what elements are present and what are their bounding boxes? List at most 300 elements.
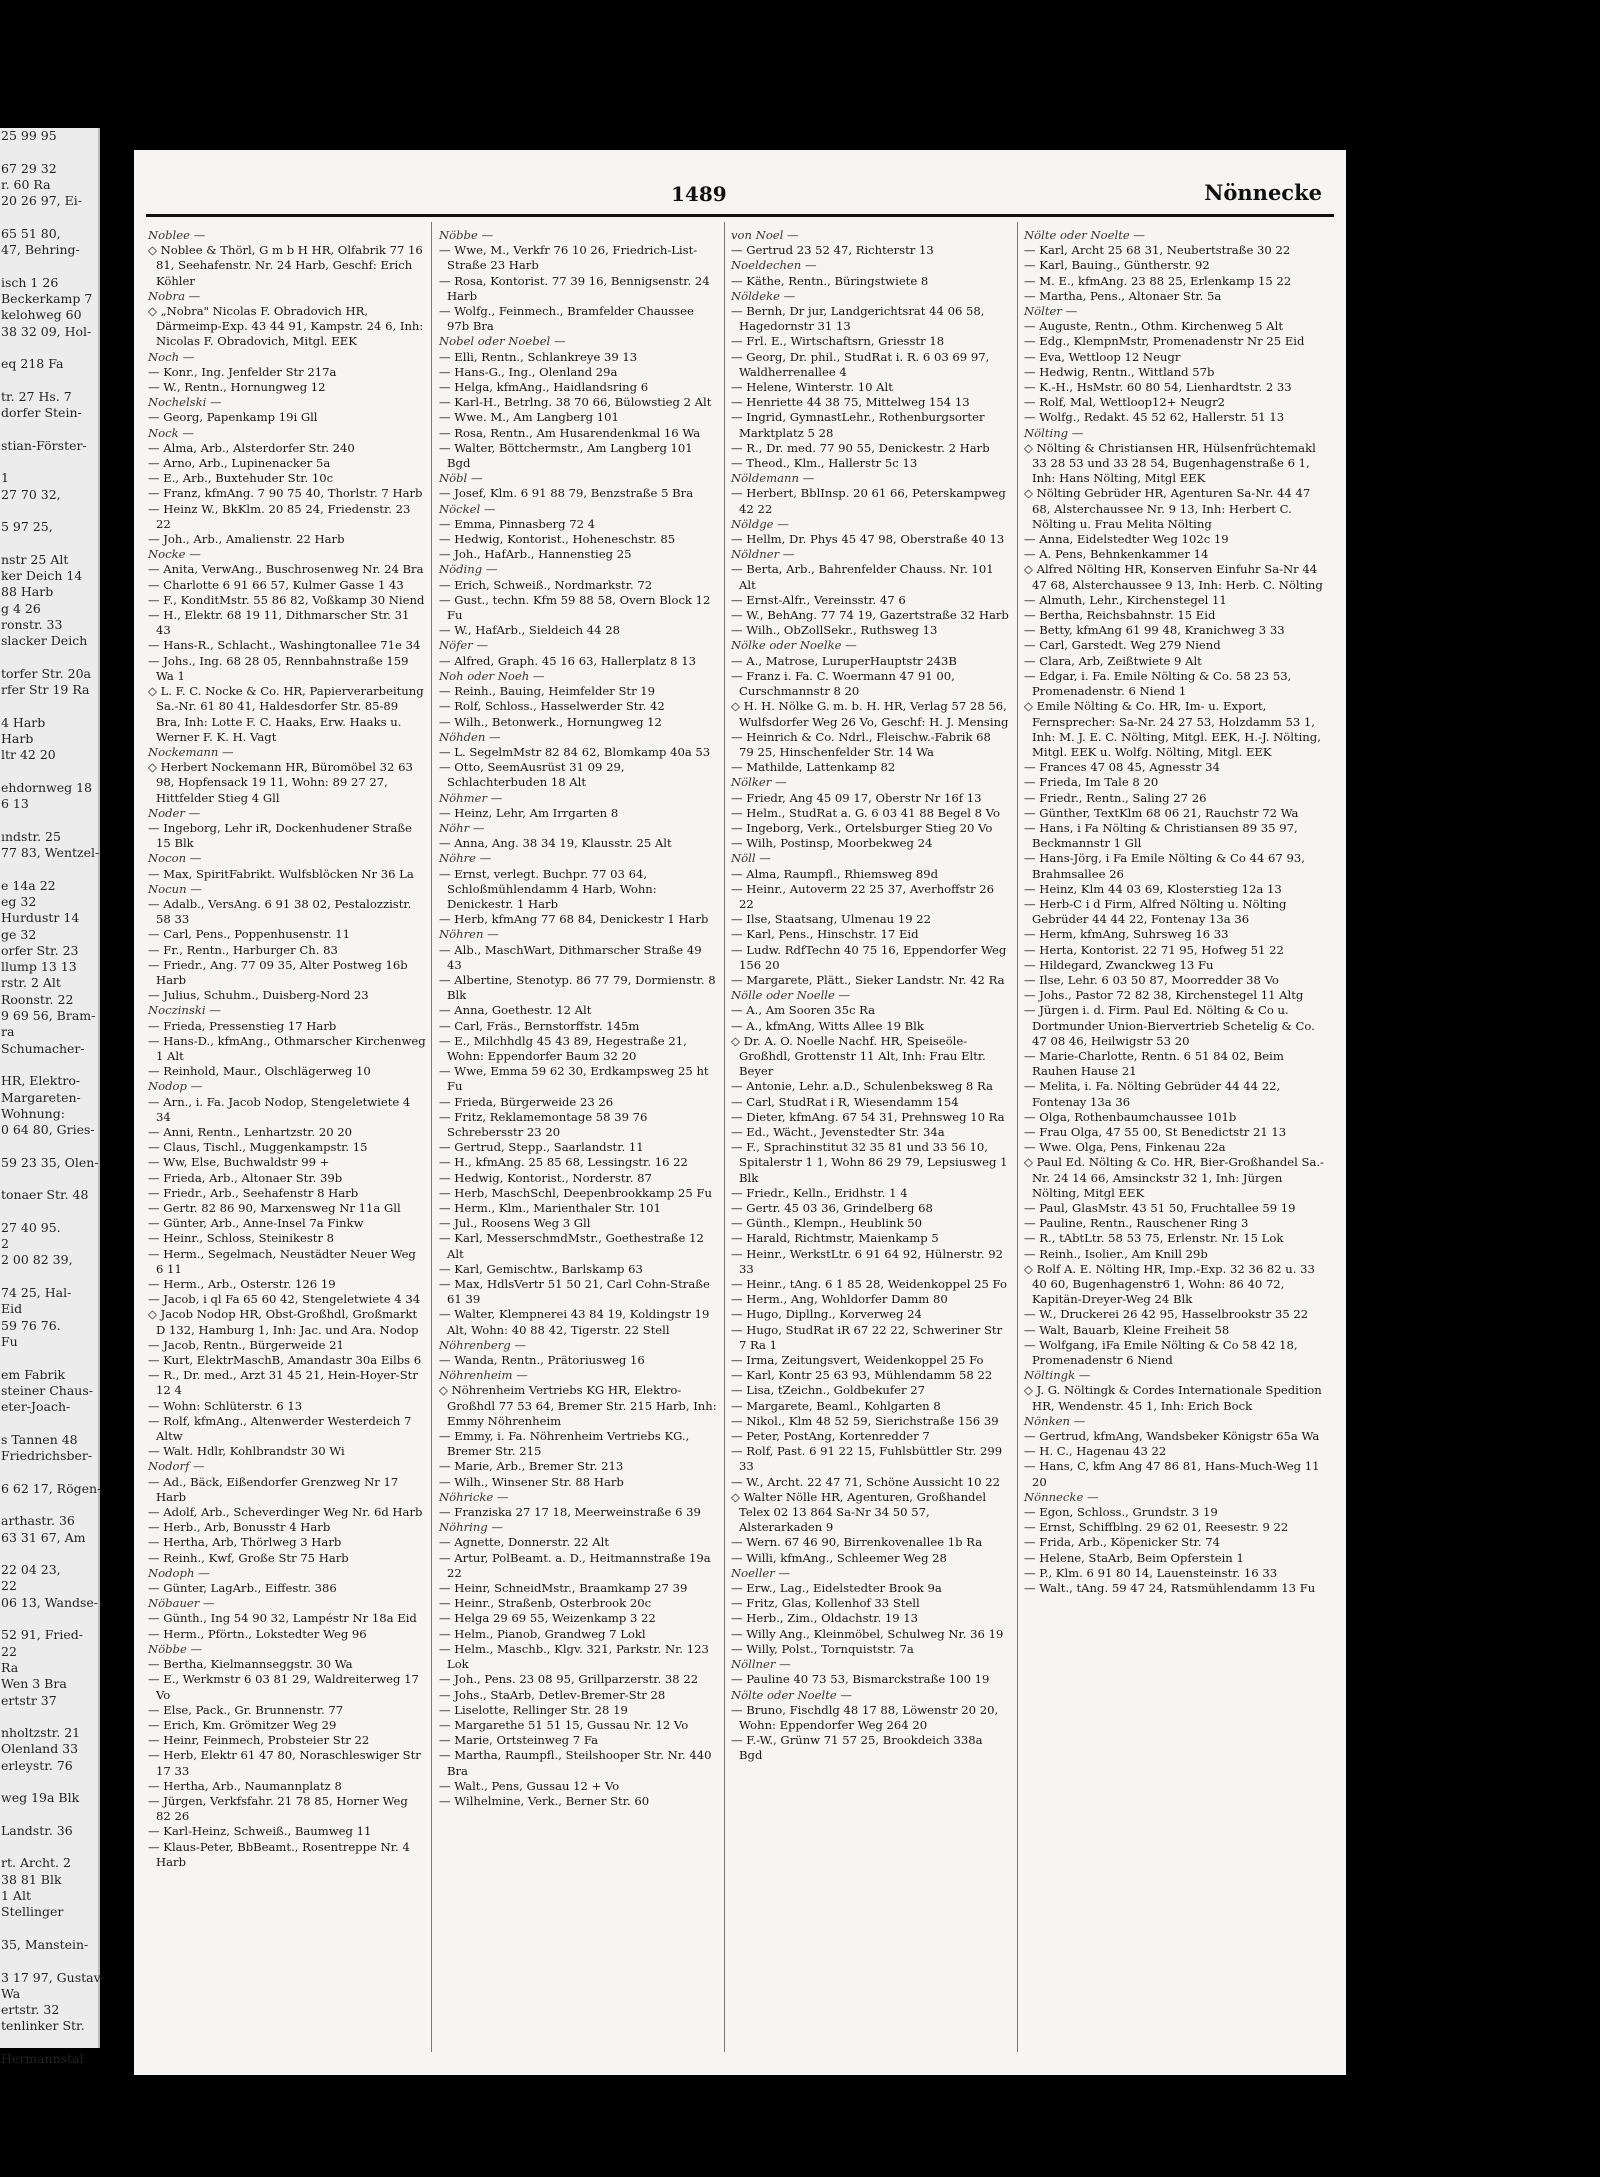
directory-entry: — Agnette, Donnerstr. 22 Alt: [439, 1535, 609, 1550]
facing-page-line: Hermannstal: [1, 2051, 84, 2067]
surname-heading: Nobel oder Noebel —: [439, 334, 566, 349]
directory-entry: ◇ L. F. C. Nocke & Co. HR, Papierverarbeitung Sa.-Nr. 61 80 41, Haldesdorfer Str. 85-89 Bra, Inh: Lotte F. C. Haaks, Erw. Haaks u. Werner F. K. H. Vagt: [148, 684, 424, 744]
surname-heading: Nöhmer —: [439, 790, 503, 805]
directory-entry: — Herb, Elektr 61 47 80, Noraschleswiger Str 17 33: [148, 1748, 421, 1778]
surname-heading: Nockemann —: [148, 744, 234, 759]
directory-entry: — Günter, LagArb., Eiffestr. 386: [148, 1581, 337, 1596]
directory-entry: ◇ „Nobra" Nicolas F. Obradovich HR, Därmeimp-Exp. 43 44 91, Kampstr. 24 6, Inh: Nicolas F. Obradovich, Mitgl. EEK: [148, 304, 424, 349]
directory-entry: ◇ Nölting & Christiansen HR, Hülsenfrüchtemakl 33 28 53 und 33 28 54, Bugenhagenstraße 6 1, Inh: Hans Nölting, Mitgl EEK: [1024, 440, 1316, 486]
facing-page-line: Wa: [1, 1985, 21, 2001]
facing-page-line: [0, 1171, 98, 1187]
directory-entry: — Carl, StudRat i R, Wiesendamm 154: [731, 1094, 959, 1109]
directory-entry: — Helm., Maschb., Klgv. 321, Parkstr. Nr. 123 Lok: [439, 1641, 709, 1672]
directory-entry: — Gust., techn. Kfm 59 88 58, Overn Block 12 Fu: [439, 592, 711, 623]
directory-entry: — Almuth, Lehr., Kirchenstegel 11: [1024, 592, 1227, 607]
directory-entry: — F.-W., Grünw 71 57 25, Brookdeich 338a Bgd: [731, 1733, 983, 1763]
directory-entry: — Max, SpiritFabrikt. Wulfsblöcken Nr 36 La: [148, 866, 414, 881]
surname-heading: Nocke —: [148, 547, 201, 562]
directory-entry: — Max, HdlsVertr 51 50 21, Carl Cohn-Straße 61 39: [439, 1277, 710, 1307]
surname-heading: Nöhrenheim —: [439, 1368, 528, 1383]
directory-entry: — Willi, kfmAng., Schleemer Weg 28: [731, 1550, 947, 1565]
directory-entry: — Käthe, Rentn., Büringstwiete 8: [731, 273, 929, 288]
directory-entry: — Helm., StudRat a. G. 6 03 41 88 Begel 8 Vo: [731, 805, 1001, 820]
directory-entry: — Wolfg., Feinmech., Bramfelder Chaussee 97b Bra: [439, 304, 694, 334]
facing-page-line: 6 13: [1, 796, 29, 812]
directory-entry: — R., Dr. med., Arzt 31 45 21, Hein-Hoyer-Str 12 4: [148, 1368, 418, 1398]
directory-entry: — Franziska 27 17 18, Meerweinstraße 6 39: [439, 1505, 701, 1520]
directory-entry: — Joh., Arb., Amalienstr. 22 Harb: [148, 532, 345, 547]
directory-entry: — Irma, Zeitungsvert, Weidenkoppel 25 Fo: [731, 1353, 984, 1368]
page-number: 1489: [671, 182, 727, 206]
directory-entry: — Elli, Rentn., Schlankreye 39 13: [439, 349, 638, 364]
directory-entry: — Hans-G., Ing., Olenland 29a: [439, 364, 618, 379]
directory-entry: — Wilh., Winsener Str. 88 Harb: [439, 1474, 624, 1489]
surname-heading: Nodoph —: [148, 1565, 210, 1580]
directory-entry: — Alb., MaschWart, Dithmarscher Straße 49 43: [439, 942, 702, 972]
directory-entry: — Anita, VerwAng., Buschrosenweg Nr. 24 Bra: [148, 562, 424, 577]
directory-entry: — A., Am Sooren 35c Ra: [731, 1003, 876, 1018]
directory-entry: — Heinr., Schloss, Steinikestr 8: [148, 1231, 335, 1246]
directory-entry: — Marie, Ortsteinweg 7 Fa: [439, 1733, 599, 1748]
directory-entry: — Ludw. RdfTechn 40 75 16, Eppendorfer Weg 156 20: [731, 942, 1007, 972]
directory-entry: — Helm., Pianob, Grandweg 7 Lokl: [439, 1626, 646, 1641]
directory-entry: — Berta, Arb., Bahrenfelder Chauss. Nr. 101 Alt: [731, 562, 994, 592]
facing-page-line: [0, 1415, 98, 1431]
directory-entry: — Ed., Wächt., Jevenstedter Str. 34a: [731, 1124, 945, 1139]
directory-entry: — Willy, Polst., Tornquiststr. 7a: [731, 1641, 914, 1656]
directory-entry: ◇ Jacob Nodop HR, Obst-Großhdl, Großmarkt D 132, Hamburg 1, Inh: Jac. und Ara. Nodop: [148, 1307, 419, 1337]
directory-entry: — Anna, Goethestr. 12 Alt: [439, 1003, 592, 1018]
directory-entry: — Friedr., Kelln., Eridhstr. 1 4: [731, 1185, 908, 1200]
directory-entry: — Günter, Arb., Anne-Insel 7a Finkw: [148, 1216, 364, 1231]
facing-page-line: [0, 535, 98, 551]
directory-entry: — Erw., Lag., Eidelstedter Brook 9a: [731, 1581, 942, 1596]
facing-page-line: [0, 764, 98, 780]
directory-entry: — Herb., Zim., Oldachstr. 19 13: [731, 1611, 919, 1626]
directory-entry: — R., Dr. med. 77 90 55, Denickestr. 2 Harb: [731, 440, 990, 455]
facing-page-line: 9 69 56, Bram-: [1, 1008, 96, 1024]
surname-heading: Nölte oder Noelte —: [731, 1687, 853, 1702]
facing-page-line: Beckerkamp 7: [1, 290, 93, 306]
facing-page-line: [0, 650, 98, 666]
facing-page-fragment: [0, 128, 105, 2067]
facing-page-line: ra: [1, 1024, 15, 1040]
facing-page-line: isch 1 26: [1, 274, 59, 290]
facing-page-line: ker Deich 14: [1, 568, 83, 584]
directory-entry: — Gertrud 23 52 47, Richterstr 13: [731, 243, 934, 258]
directory-entry: — Hedwig, Kontorist., Hoheneschstr. 85: [439, 532, 676, 547]
facing-page-line: nstr 25 Alt: [1, 551, 69, 567]
directory-entry: — Heinz W., BkKlm. 20 85 24, Friedenstr. 23 22: [148, 501, 411, 531]
facing-page-line: [0, 503, 98, 519]
directory-entry: ◇ Nölting Gebrüder HR, Agenturen Sa-Nr. 44 47 68, Alsterchaussee Nr. 9 13, Inh: Herbert C. Nölting u. Frau Melita Nölting: [1024, 486, 1311, 531]
directory-entry: — Liselotte, Rellinger Str. 28 19: [439, 1702, 628, 1717]
facing-page-line: [0, 1204, 98, 1220]
surname-heading: Nölle oder Noelle —: [731, 988, 851, 1003]
surname-heading: Nölke oder Noelke —: [731, 638, 857, 653]
surname-heading: Nöhre —: [439, 851, 492, 866]
directory-entry: — Herm., Ang, Wohldorfer Damm 80: [731, 1292, 948, 1307]
directory-entry: — Olga, Rothenbaumchaussee 101b: [1024, 1109, 1237, 1124]
directory-entry: ◇ Nöhrenheim Vertriebs KG HR, Elektro-Großhdl 77 53 64, Bremer Str. 215 Harb, Inh: Emmy Nöhrenheim: [439, 1383, 717, 1428]
facing-page-line: tr. 27 Hs. 7: [1, 388, 72, 404]
facing-page-line: 74 25, Hal-: [1, 1285, 72, 1301]
directory-entry: — Herb., Arb, Bonusstr 4 Harb: [148, 1520, 331, 1535]
directory-entry: — Heinz, Klm 44 03 69, Klosterstieg 12a 13: [1024, 881, 1282, 896]
directory-entry: — Karl, Archt 25 68 31, Neubertstraße 30 22: [1024, 243, 1291, 258]
facing-page-line: 2 00 82 39,: [1, 1252, 73, 1268]
facing-page-line: arthastr. 36: [1, 1513, 75, 1529]
directory-entry: — Willy Ang., Kleinmöbel, Schulweg Nr. 36 19: [731, 1626, 1004, 1641]
facing-page-line: 59 76 76.: [1, 1317, 61, 1333]
directory-entry: — Bertha, Reichsbahnstr. 15 Eid: [1024, 608, 1216, 623]
directory-entry: — Herm, kfmAng, Suhrsweg 16 33: [1024, 927, 1229, 942]
directory-entry: — Frau Olga, 47 55 00, St Benedictstr 21 13: [1024, 1124, 1287, 1139]
directory-entry: — Emma, Pinnasberg 72 4: [439, 516, 596, 531]
facing-page-line: [0, 421, 98, 437]
directory-entry: — Wanda, Rentn., Prätoriusweg 16: [439, 1353, 645, 1368]
facing-page-line: rt. Archt. 2: [1, 1855, 71, 1871]
surname-heading: Noh oder Noeh —: [439, 668, 545, 683]
facing-page-line: [0, 1269, 98, 1285]
surname-heading: Nöll —: [731, 851, 771, 866]
facing-page-line: 6 62 17, Rögen-: [1, 1480, 102, 1496]
facing-page-line: [0, 1138, 98, 1154]
directory-entry: — Herm., Arb., Osterstr. 126 19: [148, 1277, 336, 1292]
facing-page-line: HR, Elektro-: [1, 1073, 81, 1089]
facing-page-line: [0, 1497, 98, 1513]
directory-entry: ◇ Alfred Nölting HR, Konserven Einfuhr Sa-Nr 44 47 68, Alsterchaussee 9 13, Inh: Herb. C. Nölting: [1024, 562, 1323, 592]
directory-entry: — Ilse, Lehr. 6 03 50 87, Moorredder 38 Vo: [1024, 972, 1279, 987]
directory-entry: — Herb-C i d Firm, Alfred Nölting u. Nölting Gebrüder 44 44 22, Fontenay 13a 36: [1024, 896, 1287, 927]
directory-entry: — Carl, Pens., Poppenhusenstr. 11: [148, 927, 350, 942]
facing-page-line: ehdornweg 18: [1, 779, 92, 795]
facing-page-line: [0, 1709, 98, 1725]
directory-column-1: [148, 228, 426, 2053]
facing-page-line: [0, 209, 98, 225]
facing-page-line: dorfer Stein-: [1, 405, 82, 421]
directory-entry: — Herb, MaschSchl, Deepenbrookkamp 25 Fu: [439, 1185, 712, 1200]
directory-entry: — Hans-Jörg, i Fa Emile Nölting & Co 44 67 93, Brahmsallee 26: [1024, 851, 1305, 881]
facing-page-line: 88 Harb: [1, 584, 54, 600]
facing-page-line: ındstr. 25: [1, 828, 61, 844]
directory-entry: — H. C., Hagenau 43 22: [1024, 1444, 1167, 1459]
directory-entry: — Ingrid, GymnastLehr., Rothenburgsorter Marktplatz 5 28: [731, 410, 985, 440]
facing-page-line: [0, 861, 98, 877]
directory-entry: ◇ Rolf A. E. Nölting HR, Imp.-Exp. 32 36 82 u. 33 40 60, Bugenhagenstr6 1, Wohn: 86 40 72, Kapitän-Dreyer-Weg 24 Blk: [1024, 1261, 1315, 1307]
facing-page-line: Friedrichsber-: [1, 1448, 93, 1464]
directory-entry: — Friedr., Rentn., Saling 27 26: [1024, 790, 1207, 805]
facing-page-line: rstr. 2 Alt: [1, 975, 61, 991]
directory-entry: — Gertr. 45 03 36, Grindelberg 68: [731, 1201, 933, 1215]
facing-page-line: [0, 1611, 98, 1627]
facing-page-line: 22: [1, 1643, 17, 1659]
facing-page-line: 2: [1, 1236, 9, 1252]
facing-page-line: 59 23 35, Olen-: [1, 1154, 99, 1170]
facing-page-line: eter-Joach-: [1, 1399, 71, 1415]
facing-page-line: Harb: [1, 730, 34, 746]
facing-page-line: [0, 698, 98, 714]
directory-entry: — Frida, Arb., Köpenicker Str. 74: [1024, 1535, 1221, 1550]
facing-page-line: Stellinger: [1, 1904, 64, 1920]
facing-page-line: 27 40 95.: [1, 1219, 61, 1235]
directory-entry: — Julius, Schuhm., Duisberg-Nord 23: [148, 988, 369, 1003]
facing-page-line: orfer Str. 23: [1, 942, 79, 958]
directory-entry: — Johs., StaArb, Detlev-Bremer-Str 28: [439, 1687, 666, 1702]
directory-entry: — Johs., Ing. 68 28 05, Rennbahnstraße 159 Wa 1: [148, 653, 409, 683]
facing-page-line: [0, 372, 98, 388]
directory-entry: — Klaus-Peter, BbBeamt., Rosentreppe Nr. 4 Harb: [148, 1839, 410, 1869]
surname-heading: Nöldner —: [731, 547, 795, 562]
surname-heading: Nöhring —: [439, 1520, 504, 1535]
surname-heading: Nodop —: [148, 1079, 203, 1094]
directory-entry: — Karl-Heinz, Schweiß., Baumweg 11: [148, 1824, 372, 1839]
directory-entry: — W., BehAng. 77 74 19, Gazertstraße 32 Harb: [731, 608, 1009, 623]
directory-entry: — M. E., kfmAng. 23 88 25, Erlenkamp 15 22: [1024, 273, 1292, 288]
directory-entry: — E., Arb., Buxtehuder Str. 10c: [148, 471, 334, 486]
directory-entry: — Edg., KlempnMstr, Promenadenstr Nr 25 Eid: [1024, 334, 1305, 349]
facing-page-lines: [0, 128, 105, 2067]
directory-entry: — Erich, Schweiß., Nordmarkstr. 72: [439, 577, 653, 592]
column-divider: [431, 222, 432, 2052]
facing-page-line: Margareten-: [1, 1089, 81, 1105]
facing-page-line: torfer Str. 20a: [1, 665, 91, 681]
facing-page-line: 27 70 32,: [1, 486, 61, 502]
directory-entry: — Margarete, Beaml., Kohlgarten 8: [731, 1398, 941, 1413]
directory-entry: — Peter, PostAng, Kortenredder 7: [731, 1429, 930, 1444]
running-head: Nönnecke: [1204, 180, 1322, 205]
directory-entry: — Frieda, Arb., Altonaer Str. 39b: [148, 1170, 343, 1185]
facing-page-line: [0, 1774, 98, 1790]
directory-entry: — Franz, kfmAng. 7 90 75 40, Thorlstr. 7 Harb: [148, 486, 423, 501]
directory-entry: — Arno, Arb., Lupinenacker 5a: [148, 456, 331, 471]
facing-page-line: 4 Harb: [1, 714, 46, 730]
directory-entry: — E., Milchhdlg 45 43 89, Hegestraße 21, Wohn: Eppendorfer Baum 32 20: [439, 1033, 687, 1063]
facing-page-line: 1: [1, 470, 9, 486]
directory-entry: — Wwe. Olga, Pens, Finkenau 22a: [1024, 1140, 1226, 1155]
surname-heading: Nöldemann —: [731, 471, 815, 486]
directory-entry: — Karl, Gemischtw., Barlskamp 63: [439, 1261, 643, 1276]
surname-heading: Noder —: [148, 805, 201, 820]
directory-entry: — Martha, Pens., Altonaer Str. 5a: [1024, 288, 1222, 303]
directory-entry: — Nikol., Klm 48 52 59, Sierichstraße 156 39: [731, 1413, 999, 1428]
directory-entry: — Fritz, Glas, Kollenhof 33 Stell: [731, 1596, 920, 1611]
surname-heading: Nöltingk —: [1024, 1368, 1091, 1383]
facing-page-line: 35, Manstein-: [1, 1936, 89, 1952]
directory-entry: — Hugo, StudRat iR 67 22 22, Schweriner Str 7 Ra 1: [731, 1322, 1003, 1352]
directory-column-3: [731, 228, 1009, 2053]
facing-page-line: 52 91, Fried-: [1, 1627, 84, 1643]
facing-page-line: 38 81 Blk: [1, 1871, 62, 1887]
directory-entry: — Eva, Wettloop 12 Neugr: [1024, 349, 1181, 364]
directory-entry: — Rolf, Past. 6 91 22 15, Fuhlsbüttler Str. 299 33: [731, 1444, 1003, 1474]
facing-page-line: [0, 454, 98, 470]
directory-entry: — Ernst, Schiffblng. 29 62 01, Reesestr. 9 22: [1024, 1520, 1289, 1535]
directory-entry: — Wilh., ObZollSekr., Ruthsweg 13: [731, 623, 938, 638]
facing-page-line: rfer Str 19 Ra: [1, 682, 90, 698]
directory-entry: — Karl, MesserschmdMstr., Goethestraße 12 Alt: [439, 1231, 704, 1261]
directory-entry: — Wohn: Schlüterstr. 6 13: [148, 1398, 303, 1413]
directory-entry: — Friedr., Arb., Seehafenstr 8 Harb: [148, 1185, 359, 1200]
directory-entry: — Else, Pack., Gr. Brunnenstr. 77: [148, 1702, 344, 1717]
surname-heading: Nölting —: [1024, 425, 1084, 440]
facing-page-line: Eid: [1, 1301, 23, 1317]
surname-heading: Noeller —: [731, 1565, 791, 1580]
directory-entry: ◇ Emile Nölting & Co. HR, Im- u. Export, Fernsprecher: Sa-Nr. 24 27 53, Holzdamm 53 1, Inh: M. J. E. C. Nölting, Mitgl. EEK, H.-J. Nölting, Mitgl. EEK u. Wolfg. Nölting, Mitgl. EEK: [1024, 699, 1321, 759]
facing-page-line: steiner Chaus-: [1, 1382, 93, 1398]
directory-entry: — Wwe, Emma 59 62 30, Erdkampsweg 25 ht Fu: [439, 1064, 709, 1094]
facing-page-line: 20 26 97, Ei-: [1, 193, 82, 209]
facing-page-line: [0, 812, 98, 828]
surname-heading: Nöhrenberg —: [439, 1337, 526, 1352]
directory-entry: — Alma, Raumpfl., Rhiemsweg 89d: [731, 866, 938, 881]
facing-page-line: Ra: [1, 1659, 19, 1675]
directory-entry: — Herb, kfmAng 77 68 84, Denickestr 1 Harb: [439, 912, 709, 927]
surname-heading: Nodorf —: [148, 1459, 205, 1474]
directory-entry: — Wwe, M., Verkfr 76 10 26, Friedrich-List-Straße 23 Harb: [439, 243, 698, 273]
directory-entry: — Franz i. Fa. C. Woermann 47 91 00, Curschmannstr 8 20: [731, 668, 955, 699]
directory-entry: — Wolfgang, iFa Emile Nölting & Co 58 42 18, Promenadenstr 6 Niend: [1024, 1337, 1298, 1368]
facing-page-line: 5 97 25,: [1, 519, 53, 535]
directory-entry: — Albertine, Stenotyp. 86 77 79, Dormienstr. 8 Blk: [439, 972, 716, 1003]
directory-entry: — Pauline 40 73 53, Bismarckstraße 100 19: [731, 1672, 990, 1687]
directory-entry: — Joh., HafArb., Hannenstieg 25: [439, 547, 632, 562]
directory-entry: — Otto, SeemAusrüst 31 09 29, Schlachterbuden 18 Alt: [439, 760, 625, 790]
facing-page-line: [0, 1546, 98, 1562]
facing-page-line: Fu: [1, 1333, 18, 1349]
directory-entry: — Bruno, Fischdlg 48 17 88, Löwenstr 20 20, Wohn: Eppendorfer Weg 264 20: [731, 1702, 999, 1732]
facing-page-line: r. 60 Ra: [1, 176, 51, 192]
directory-entry: — Heinz, Lehr, Am Irrgarten 8: [439, 805, 619, 820]
directory-entry: — F., Sprachinstitut 32 35 81 und 33 56 10, Spitalerstr 1 1, Wohn 86 29 79, Lepsiusweg 1 Blk: [731, 1140, 1008, 1185]
directory-entry: — Rosa, Rentn., Am Husarendenkmal 16 Wa: [439, 425, 701, 440]
directory-entry: — Anni, Rentn., Lenhartzstr. 20 20: [148, 1124, 353, 1139]
facing-page-line: [0, 1807, 98, 1823]
facing-page-line: Wohnung:: [1, 1105, 65, 1121]
directory-entry: — Jul., Roosens Weg 3 Gll: [439, 1216, 591, 1231]
facing-page-line: e 14a 22: [1, 877, 56, 893]
directory-entry: ◇ Dr. A. O. Noelle Nachf. HR, Speiseöle-Großhdl, Grottenstr 11 Alt, Inh: Frau Eltr. Beyer: [731, 1033, 986, 1079]
facing-page-line: g 4 26: [1, 600, 41, 616]
directory-entry: — Hertha, Arb, Thörlweg 3 Harb: [148, 1535, 342, 1550]
facing-page-line: [0, 1953, 98, 1969]
directory-entry: — Walt, Bauarb, Kleine Freiheit 58: [1024, 1322, 1230, 1337]
directory-entry: — Frieda, Bürgerweide 23 26: [439, 1094, 614, 1109]
facing-page-line: 0 64 80, Gries-: [1, 1122, 95, 1138]
facing-page-line: slacker Deich: [1, 633, 88, 649]
facing-page-line: [0, 1464, 98, 1480]
facing-page-line: nholtzstr. 21: [1, 1725, 81, 1741]
directory-entry: — Anna, Eidelstedter Weg 102c 19: [1024, 532, 1229, 547]
directory-entry: — Auguste, Rentn., Othm. Kirchenweg 5 Alt: [1024, 319, 1283, 334]
facing-page-line: 47, Behring-: [1, 242, 80, 258]
directory-entry: — Ingeborg, Lehr iR, Dockenhudener Straße 15 Blk: [148, 820, 412, 851]
directory-entry: — Artur, PolBeamt. a. D., Heitmannstraße 19a 22: [439, 1550, 711, 1580]
directory-entry: — Reinh., Isolier., Am Knill 29b: [1024, 1246, 1208, 1261]
directory-entry: — W., HafArb., Sieldeich 44 28: [439, 623, 620, 638]
directory-entry: — Karl, Pens., Hinschstr. 17 Eid: [731, 927, 919, 942]
directory-entry: — Josef, Klm. 6 91 88 79, Benzstraße 5 Bra: [439, 486, 694, 501]
directory-entry: — Herta, Kontorist. 22 71 95, Hofweg 51 22: [1024, 942, 1284, 957]
facing-page-line: Wen 3 Bra: [1, 1676, 67, 1692]
directory-column-2: [439, 228, 717, 2053]
surname-heading: Nobra —: [148, 288, 201, 303]
directory-entry: — Frl. E., Wirtschaftsrn, Griesstr 18: [731, 334, 945, 349]
directory-entry: — Helga 29 69 55, Weizenkamp 3 22: [439, 1611, 656, 1626]
directory-entry: — Günth., Ing 54 90 32, Lampéstr Nr 18a Eid: [148, 1611, 417, 1626]
directory-entry: — Rosa, Kontorist. 77 39 16, Bennigsenstr. 24 Harb: [439, 273, 710, 303]
surname-heading: Nöbbe —: [148, 1641, 203, 1656]
facing-page-line: weg 19a Blk: [1, 1790, 80, 1806]
surname-heading: Nöckel —: [439, 501, 496, 516]
facing-page-line: [0, 1350, 98, 1366]
directory-entry: — Wilh., Betonwerk., Hornungweg 12: [439, 714, 662, 729]
surname-heading: Nöldge —: [731, 516, 789, 531]
directory-entry: — W., Archt. 22 47 71, Schöne Aussicht 10 22: [731, 1474, 1000, 1489]
directory-entry: ◇ J. G. Nöltingk & Cordes Internationale Spedition HR, Wendenstr. 45 1, Inh: Erich Bock: [1024, 1383, 1322, 1413]
directory-entry: — H., Elektr. 68 19 11, Dithmarscher Str. 31 43: [148, 608, 410, 638]
directory-entry: — Georg, Papenkamp 19i Gll: [148, 410, 318, 425]
surname-heading: Nock —: [148, 425, 194, 440]
surname-heading: von Noel —: [731, 228, 799, 242]
directory-entry: — Johs., Pastor 72 82 38, Kirchenstegel 11 Altg: [1024, 988, 1304, 1003]
directory-entry: — K.-H., HsMstr. 60 80 54, Lienhardtstr. 2 33: [1024, 380, 1292, 395]
directory-entry: — Wilhelmine, Verk., Berner Str. 60: [439, 1793, 650, 1808]
directory-entry: — F., KonditMstr. 55 86 82, Voßkamp 30 Niend: [148, 592, 425, 607]
directory-entry: — Heinr, Feinmech, Probsteier Str 22: [148, 1733, 370, 1748]
surname-heading: Nochelski —: [148, 395, 222, 410]
directory-entry: — Günth., Klempn., Heublink 50: [731, 1216, 923, 1231]
facing-page-line: 22: [1, 1578, 17, 1594]
directory-entry: — Heinr., Autoverm 22 25 37, Averhoffstr 26 22: [731, 881, 994, 911]
column-divider: [1017, 222, 1018, 2052]
surname-heading: Nocon —: [148, 851, 202, 866]
surname-heading: Nöldeke —: [731, 288, 796, 303]
directory-entry: — Fritz, Reklamemontage 58 39 76 Schrebersstr 23 20: [439, 1109, 648, 1139]
surname-heading: Nölter —: [1024, 304, 1078, 319]
directory-entry: — Reinh., Bauing, Heimfelder Str 19: [439, 684, 656, 699]
facing-page-line: em Fabrik: [1, 1366, 66, 1382]
facing-page-line: 63 31 67, Am: [1, 1529, 86, 1545]
surname-heading: Nölker —: [731, 775, 787, 790]
directory-entry: — Mathilde, Lattenkamp 82: [731, 760, 896, 775]
facing-page-line: erleystr. 76: [1, 1757, 73, 1773]
directory-entry: — Frances 47 08 45, Agnesstr 34: [1024, 760, 1220, 775]
facing-page-line: kelohweg 60: [1, 307, 82, 323]
directory-entry: — Anna, Ang. 38 34 19, Klausstr. 25 Alt: [439, 836, 672, 851]
surname-heading: Noeldechen —: [731, 258, 817, 273]
directory-entry: — Walt., tAng. 59 47 24, Ratsmühlendamm 13 Fu: [1024, 1581, 1316, 1596]
surname-heading: Nöbbe —: [439, 228, 494, 242]
facing-page-line: Hurdustr 14: [1, 910, 80, 926]
directory-entry: — Herm., Segelmach, Neustädter Neuer Weg 6 11: [148, 1246, 416, 1276]
facing-page-line: tenlinker Str.: [1, 2018, 85, 2034]
directory-entry: — Marie-Charlotte, Rentn. 6 51 84 02, Beim Rauhen Hause 21: [1024, 1048, 1284, 1079]
directory-entry: — Hans-R., Schlacht., Washingtonallee 71e 34: [148, 638, 421, 653]
directory-entry: — Bertha, Kielmannseggstr. 30 Wa: [148, 1657, 353, 1672]
surname-heading: Noch —: [148, 349, 195, 364]
directory-entry: — W., Druckerei 26 42 95, Hasselbrookstr 35 22: [1024, 1307, 1309, 1322]
directory-entry: — Ernst, verlegt. Buchpr. 77 03 64, Schloßmühlendamm 4 Harb, Wohn: Denickestr. 1 Harb: [439, 866, 657, 911]
directory-entry: — Konr., Ing. Jenfelder Str 217a: [148, 364, 337, 379]
directory-entry: — Clara, Arb, Zeißtwiete 9 Alt: [1024, 653, 1202, 668]
directory-entry: — Friedr, Ang 45 09 17, Oberstr Nr 16f 13: [731, 790, 982, 805]
facing-page-line: [0, 1057, 98, 1073]
facing-page-line: 67 29 32: [1, 160, 57, 176]
directory-entry: — Antonie, Lehr. a.D., Schulenbeksweg 8 Ra: [731, 1079, 993, 1094]
facing-page-line: ge 32: [1, 926, 37, 942]
directory-entry: — Arn., i. Fa. Jacob Nodop, Stengeletwiete 4 34: [148, 1094, 411, 1124]
